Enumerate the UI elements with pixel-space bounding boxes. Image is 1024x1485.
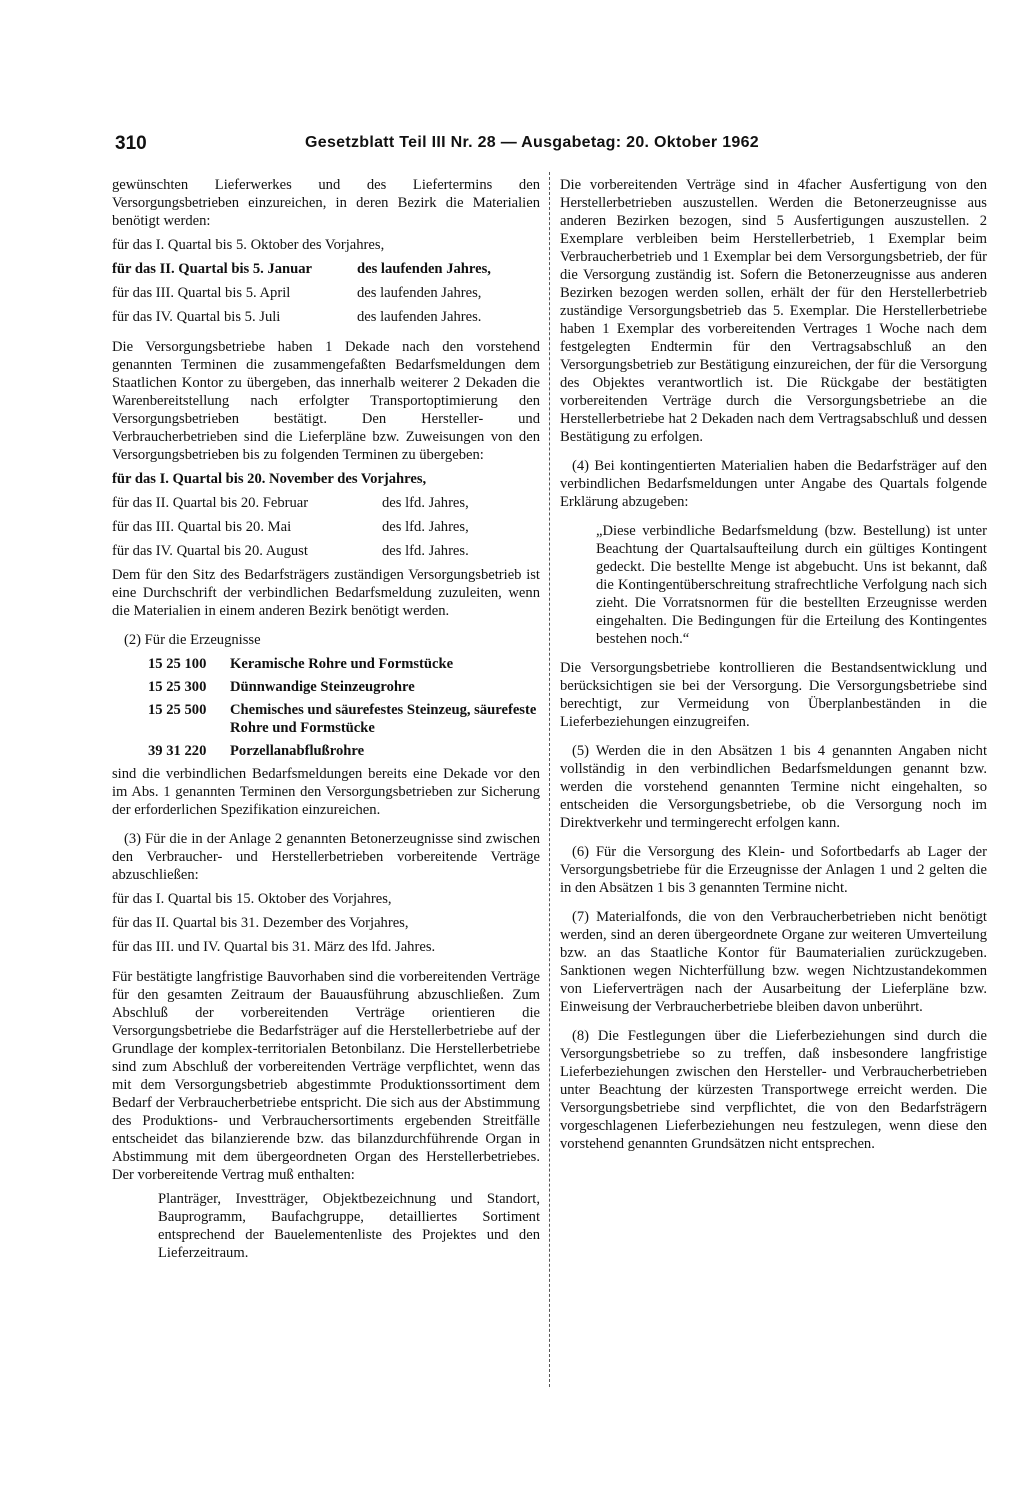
- declaration-quote: „Diese verbindliche Bedarfsmeldung (bzw. Bestellung) ist unter Beachtung der Quartalsaufteilung durch ein gültiges Kontingent gedeckt. Die bestellte Menge ist abgebucht. Uns ist bekannt, daß die Kontingentüberschreitung strafrechtliche Verfolgung nach sich zieht. Die Vorratsnormen für die bestellten Erzeugnisse werden eingehalten. Die Bedingungen für die Erteilung des Kontingentes bestehen noch.“: [596, 523, 987, 647]
- intro-paragraph: gewünschten Lieferwerkes und des Liefertermins den Versorgungsbetrieben einzureichen, in deren Bezirk die Materialien benötigt werden:: [112, 177, 540, 229]
- paragraph: sind die verbindlichen Bedarfsmeldungen bereits eine Dekade vor den im Abs. 1 genannten Terminen den Versorgungsbetrieben zur Sicherung der erforderlichen Spezifikation einzureichen.: [112, 766, 540, 818]
- section-heading: (2) Für die Erzeugnisse: [124, 632, 261, 648]
- deadline-row: für das I. Quartal bis 15. Oktober des Vorjahres,: [112, 891, 392, 907]
- page-header: [115, 133, 795, 157]
- left-column: [112, 176, 540, 1262]
- paragraph: Die vorbereitenden Verträge sind in 4facher Ausfertigung von den Herstellerbetrieben auszustellen. Werden die Betonerzeugnisse aus anderen Bezirken bezogen, sind 5 Ausfertigungen auszustellen. 2 Exemplare verbleiben beim Herstellerbetrieb, 1 Exemplar beim Verbraucherbetrieb und 1 Exemplar bei dem Versorgungsbetrieb, der für die Versorgung zuständig ist. Sofern die Betonerzeugnisse aus anderen Bezirken bezogen werden sollen, erhält der für den Herstellerbetrieb zuständige Versorgungsbetrieb das 5. Exemplar. Die Herstellerbetriebe haben 1 Exemplar des vorbereitenden Vertrages 1 Woche nach dem festgelegten Endtermin für den Vertragsabschluß an den Versorgungsbetrieb zur Bestätigung einzureichen, der für die Versorgung des Objektes verantwortlich ist. Die Rückgabe der bestätigten vorbereitenden Verträge durch die Versorgungsbetriebe an die Herstellerbetriebe hat 2 Dekaden nach dem Vertragsabschluß und dessen Bestätigung zu erfolgen.: [560, 177, 987, 445]
- deadline-row: für das I. Quartal bis 20. November des Vorjahres,: [112, 471, 427, 487]
- section-paragraph: (4) Bei kontingentierten Materialien haben die Bedarfsträger auf den verbindlichen Bedarfsmeldungen unter Angabe des Quartals folgende Erklärung abzugeben:: [560, 458, 987, 510]
- section-paragraph: (5) Werden die in den Absätzen 1 bis 4 genannten Angaben nicht vollständig in den verbindlichen Bedarfsmeldungen genannt bzw. werden die vorstehend genannten Termine nicht eingehalten, so entscheiden die Versorgungsbetriebe, ob die Versorgung noch im Direktverkehr und termingerecht erfolgen kann.: [560, 743, 987, 831]
- deadline-row: für das IV. Quartal bis 5. Juli des laufenden Jahres.: [112, 309, 482, 325]
- section-paragraph: (8) Die Festlegungen über die Lieferbeziehungen sind durch die Versorgungsbetriebe so zu treffen, daß insbesondere langfristige Lieferbeziehungen zwischen den Hersteller- und Verbraucherbetrieben unter Beachtung der kürzesten Transportwege erreicht werden. Die Versorgungsbetriebe sind verpflichtet, die von den Bedarfsträgern vorgeschlagenen Lieferbeziehungen neu festzulegen, wenn diese den vorstehend genannten Grundsätzen nicht entsprechen.: [560, 1028, 987, 1152]
- product-row: 15 25 100 Keramische Rohre und Formstücke: [148, 656, 454, 672]
- deadline-row: für das IV. Quartal bis 20. August des lfd. Jahres.: [112, 543, 469, 559]
- deadline-row: für das II. Quartal bis 5. Januar des laufenden Jahres,: [112, 261, 491, 277]
- contract-contents-list: Planträger, Investträger, Objektbezeichnung und Standort, Bauprogramm, Baufachgruppe, detailliertes Sortiment entsprechend der Bauelementenliste des Projektes und den Lieferzeitraum.: [158, 1191, 540, 1261]
- section-paragraph: (3) Für die in der Anlage 2 genannten Betonerzeugnisse sind zwischen den Verbraucher- und Herstellerbetrieben vorbereitende Verträge abzuschließen:: [112, 831, 540, 883]
- deadline-row: für das III. Quartal bis 20. Mai des lfd. Jahres,: [112, 519, 469, 535]
- page-title: Gesetzblatt Teil III Nr. 28 — Ausgabetag: 20. Oktober 1962: [305, 134, 759, 151]
- deadline-row: für das II. Quartal bis 20. Februar des lfd. Jahres,: [112, 495, 469, 511]
- deadline-row: für das II. Quartal bis 31. Dezember des Vorjahres,: [112, 915, 409, 931]
- page-number: 310: [115, 133, 147, 154]
- deadline-row: für das I. Quartal bis 5. Oktober des Vorjahres,: [112, 237, 385, 253]
- paragraph: Dem für den Sitz des Bedarfsträgers zuständigen Versorgungsbetrieb ist eine Durchschrift der verbindlichen Bedarfsmeldung zuzuleiten, wenn die Materialien in einem anderen Bezirk benötigt werden.: [112, 567, 540, 619]
- section-paragraph: (6) Für die Versorgung des Klein- und Sofortbedarfs ab Lager der Versorgungsbetriebe für die Erzeugnisse der Anlagen 1 und 2 gelten die in den Absätzen 1 bis 3 genannten Termine nicht.: [560, 844, 987, 896]
- deadline-row: für das III. Quartal bis 5. April des laufenden Jahres,: [112, 285, 482, 301]
- column-divider: [549, 172, 551, 1387]
- right-column: [560, 176, 987, 1153]
- paragraph: Für bestätigte langfristige Bauvorhaben sind die vorbereitenden Verträge für den gesamten Zeitraum der Bauausführung abzuschließen. Zum Abschluß der vorbereitenden Verträge orientieren die Versorgungsbetriebe die Bedarfsträger auf die Herstellerbetriebe auf der Grundlage der komplex-territorialen Betonbilanz. Die Herstellerbetriebe sind zum Abschluß der vorbereitenden Verträge verpflichtet, wenn das mit dem Versorgungsbetrieb abgestimmte Produktionssortiment dem Bedarf der Verbraucherbetriebe entspricht. Die sich aus der Abstimmung des Produktions- und Verbrauchersortiments ergebenden Streitfälle entscheidet das bilanzierende bzw. das bilanzdurchführende Organ in Abstimmung mit dem übergeordneten Organ des Herstellerbetriebes. Der vorbereitende Vertrag muß enthalten:: [112, 969, 540, 1183]
- deadline-row: für das III. und IV. Quartal bis 31. März des lfd. Jahres.: [112, 939, 436, 955]
- product-row: 39 31 220 Porzellanabflußrohre: [148, 743, 365, 759]
- paragraph: Die Versorgungsbetriebe haben 1 Dekade nach den vorstehend genannten Terminen die zusammengefaßten Bedarfsmeldungen dem Staatlichen Kontor zu übergeben, das innerhalb weiterer 2 Dekaden die Warenbereitstellung nach erfolgter Transportoptimierung den Versorgungsbetrieben bestätigt. Den Hersteller- und Verbraucherbetrieben sind die Lieferpläne bzw. Zuweisungen von den Versorgungsbetrieben bis zu folgenden Terminen zu übergeben:: [112, 339, 540, 463]
- product-row: 15 25 500 Chemisches und säurefestes Steinzeug, säurefeste Rohre und Formstücke: [148, 702, 537, 736]
- section-paragraph: (7) Materialfonds, die von den Verbraucherbetrieben nicht benötigt werden, sind an deren übergeordnete Organe zur weiteren Umverteilung bzw. an das Staatliche Kontor für Baumaterialien zurückzugeben. Sanktionen wegen Nichterfüllung bzw. wegen Nichtzustandekommen von Lieferverträgen nach der Ausarbeitung der Lieferpläne bzw. Einweisung der Verbraucherbetriebe bleiben davon unberührt.: [560, 909, 987, 1015]
- product-row: 15 25 300 Dünnwandige Steinzeugrohre: [148, 679, 415, 695]
- paragraph: Die Versorgungsbetriebe kontrollieren die Bestandsentwicklung und berücksichtigen sie bei der Versorgung. Die Versorgungsbetriebe sind berechtigt, zur Vermeidung von Überplanbeständen in die Lieferbeziehungen einzugreifen.: [560, 660, 987, 730]
